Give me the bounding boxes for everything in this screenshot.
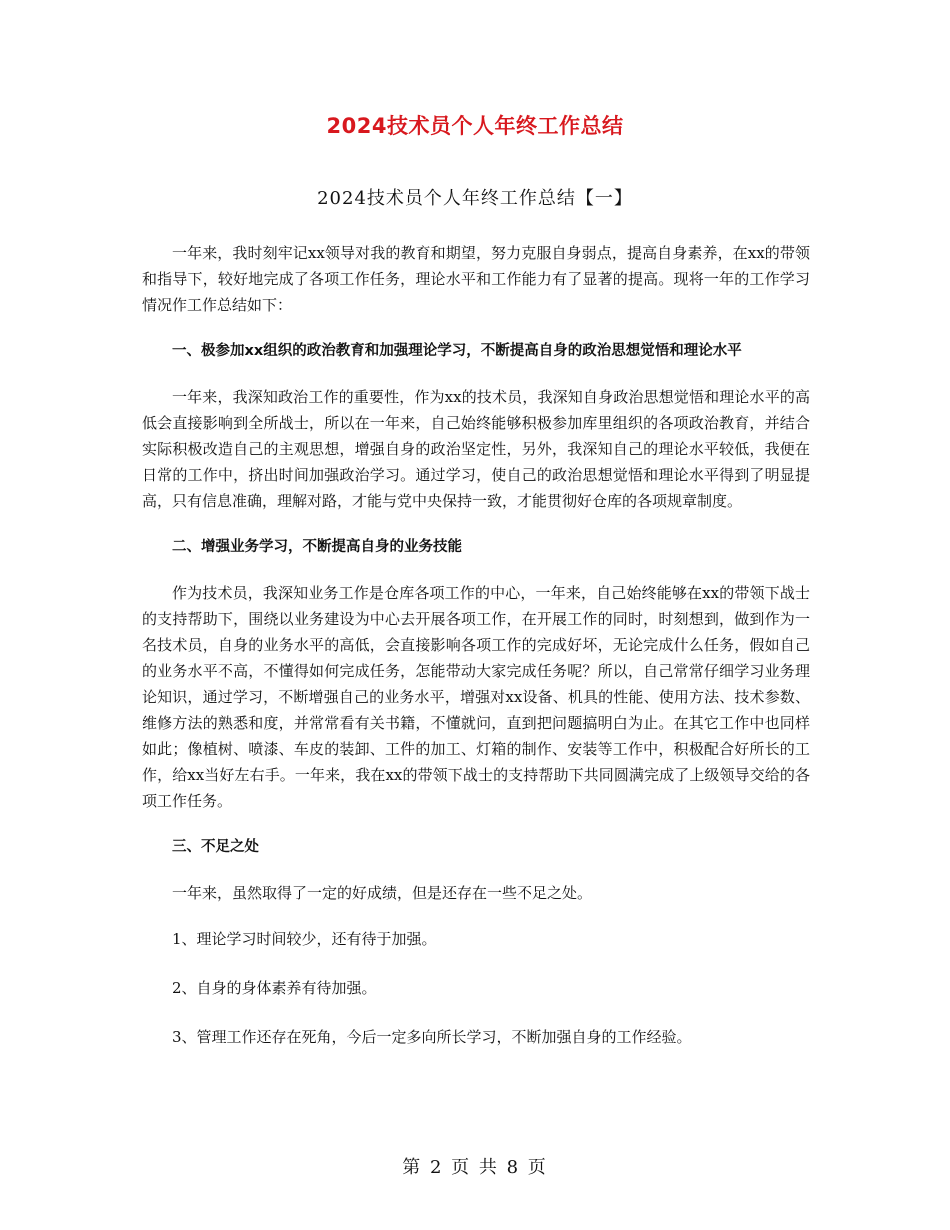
- section-heading-1: 一、极参加xx组织的政治教育和加强理论学习，不断提高自身的政治思想觉悟和理论水平: [172, 343, 742, 359]
- page-number-footer: 第 2 页 共 8 页: [402, 1157, 548, 1178]
- document-title: 2024技术员个人年终工作总结: [326, 114, 624, 138]
- section-heading-3: 三、不足之处: [172, 839, 259, 855]
- document-body: [142, 240, 810, 1073]
- section-heading-2: 二、增强业务学习，不断提高自身的业务技能: [172, 539, 462, 555]
- list-item: 1、理论学习时间较少，还有待于加强。: [172, 930, 437, 948]
- list-item: 3、管理工作还存在死角，今后一定多向所长学习，不断加强自身的工作经验。: [172, 1028, 692, 1046]
- document-subtitle: 2024技术员个人年终工作总结【一】: [317, 188, 633, 209]
- section-paragraph-1: 一年来，我深知政治工作的重要性，作为xx的技术员，我深知自身政治思想觉悟和理论水平的高低会直接影响到全所战士，所以在一年来，自己始终能够积极参加库里组织的各项政治教育，并结合实际积极改造自己的主观思想，增强自身的政治坚定性，另外，我深知自己的理论水平较低，我便在日常的工作中，挤出时间加强政治学习。通过学习，使自己的政治思想觉悟和理论水平得到了明显提高，只有信息准确，理解对路，才能与党中央保持一致，才能贯彻好仓库的各项规章制度。: [142, 388, 810, 510]
- intro-paragraph: 一年来，我时刻牢记xx领导对我的教育和期望，努力克服自身弱点，提高自身素养，在xx的带领和指导下，较好地完成了各项工作任务，理论水平和工作能力有了显著的提高。现将一年的工作学习情况作工作总结如下：: [142, 244, 810, 314]
- section-paragraph-2: 作为技术员，我深知业务工作是仓库各项工作的中心，一年来，自己始终能够在xx的带领下战士的支持帮助下，围绕以业务建设为中心去开展各项工作，在开展工作的同时，时刻想到，做到作为一名技术员，自身的业务水平的高低，会直接影响各项工作的完成好坏，无论完成什么任务，假如自己的业务水平不高，不懂得如何完成任务，怎能带动大家完成任务呢？所以，自己常常仔细学习业务理论知识，通过学习，不断增强自己的业务水平，增强对xx设备、机具的性能、使用方法、技术参数、维修方法的熟悉和度，并常常看有关书籍，不懂就问，直到把问题搞明白为止。在其它工作中也同样如此；像植树、喷漆、车皮的装卸、工件的加工、灯箱的制作、安装等工作中，积极配合好所长的工作，给xx当好左右手。一年来，我在xx的带领下战士的支持帮助下共同圆满完成了上级领导交给的各项工作任务。: [142, 584, 810, 810]
- list-item: 2、自身的身体素养有待加强。: [172, 979, 377, 997]
- section-paragraph-3: 一年来，虽然取得了一定的好成绩，但是还存在一些不足之处。: [172, 884, 593, 902]
